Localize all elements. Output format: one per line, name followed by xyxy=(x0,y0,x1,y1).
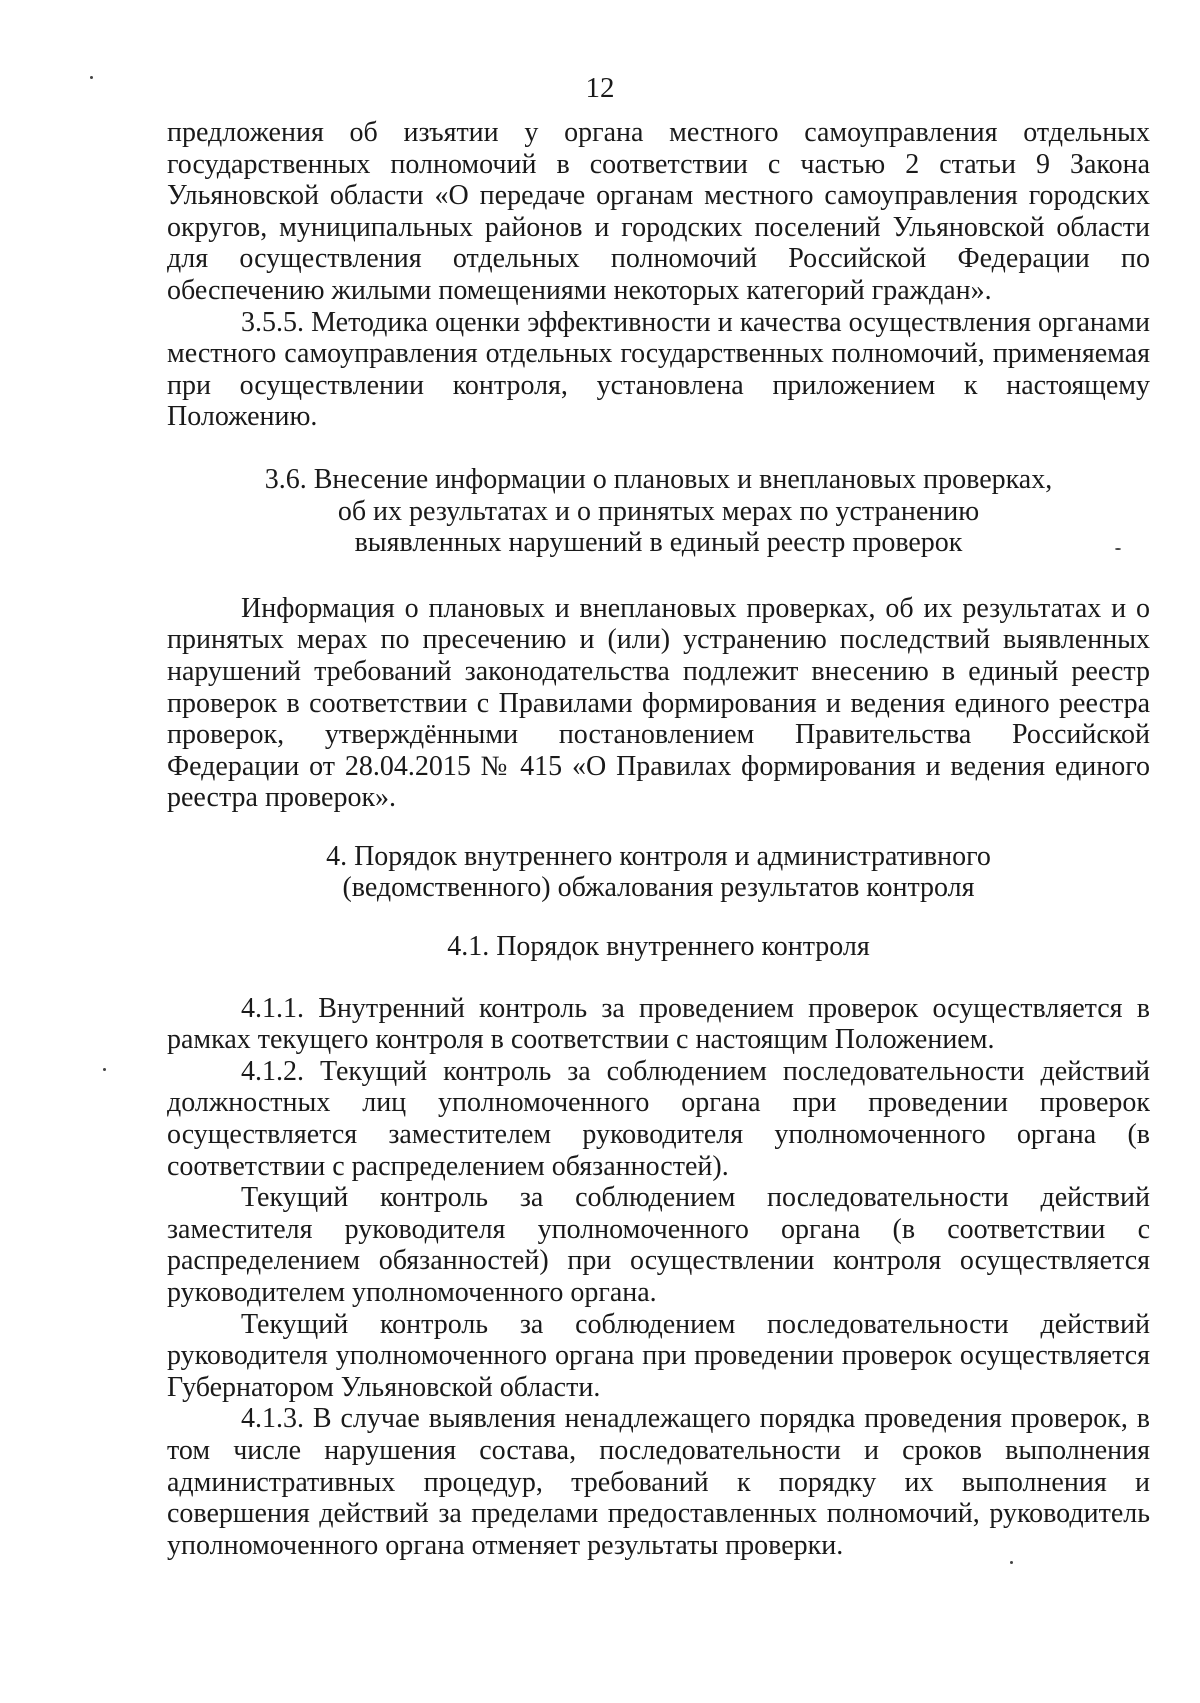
section-heading-4 xyxy=(167,841,1150,904)
paragraph-3-5-5: 3.5.5. Методика оценки эффективности и качества осуществления органами местного самоуправления отдельных государственных полномочий, применяемая при осуществлении контроля, установлена приложением к настоящему Положению. xyxy=(167,306,1150,433)
paragraph-4-1-1: 4.1.1. Внутренний контроль за проведением проверок осуществляется в рамках текущего контроля в соответствии с настоящим Положением. xyxy=(167,992,1150,1056)
page-number: 12 xyxy=(585,72,615,104)
section-heading-4-1: 4.1. Порядок внутреннего контроля xyxy=(447,931,870,963)
paragraph-deputy-control: Текущий контроль за соблюдением последовательности действий заместителя руководителя уполномоченного органа (в соответствии с распределением обязанностей) при осуществлении контроля осуществляется руководителем уполномоченного органа. xyxy=(167,1182,1150,1308)
scan-speck xyxy=(1010,1561,1013,1564)
paragraph-withdrawal-proposal: предложения об изъятии у органа местного самоуправления отдельных государственных полномочий в соответствии с частью 2 статьи 9 Закона Ульяновской области «О передаче органам местного самоуправления городских округов, муниципальных районов и городских поселений Ульяновской области для осуществления отдельных полномочий Российской Федерации по обеспечению жилыми помещениями некоторых категорий граждан». xyxy=(167,117,1150,306)
heading-line: 4. Порядок внутреннего контроля и административного xyxy=(326,840,991,872)
heading-line: выявленных нарушений в единый реестр проверок xyxy=(354,527,963,559)
paragraph-governor-control: Текущий контроль за соблюдением последовательности действий руководителя уполномоченного органа при проведении проверок осуществляется Губернатором Ульяновской области. xyxy=(167,1308,1150,1403)
heading-line: (ведомственного) обжалования результатов контроля xyxy=(342,872,975,904)
heading-line: об их результатах и о принятых мерах по устранению xyxy=(337,495,980,527)
heading-line: 3.6. Внесение информации о плановых и внеплановых проверках, xyxy=(264,463,1053,495)
paragraph-4-1-3: 4.1.3. В случае выявления ненадлежащего порядка проведения проверок, в том числе нарушения состава, последовательности и сроков выполнения административных процедур, требований к порядку их выполнения и совершения действий за пределами предоставленных полномочий, руководитель уполномоченного органа отменяет результаты проверки. xyxy=(167,1403,1150,1561)
paragraph-4-1-2: 4.1.2. Текущий контроль за соблюдением последовательности действий должностных лиц уполномоченного органа при проведении проверок осуществляется заместителем руководителя уполномоченного органа (в соответствии с распределением обязанностей). xyxy=(167,1055,1150,1182)
document-body xyxy=(167,117,1150,1561)
scan-speck xyxy=(103,1068,106,1071)
paragraph-registry-info: Информация о плановых и внеплановых проверках, об их результатах и о принятых мерах по пресечению и (или) устранению последствий выявленных нарушений требований законодательства подлежит внесению в единый реестр проверок в соответствии с Правилами формирования и ведения единого реестра проверок, утверждёнными постановлением Правительства Российской Федерации от 28.04.2015 № 415 «О Правилах формирования и ведения единого реестра проверок». xyxy=(167,592,1150,814)
section-heading-3-6 xyxy=(167,464,1150,559)
